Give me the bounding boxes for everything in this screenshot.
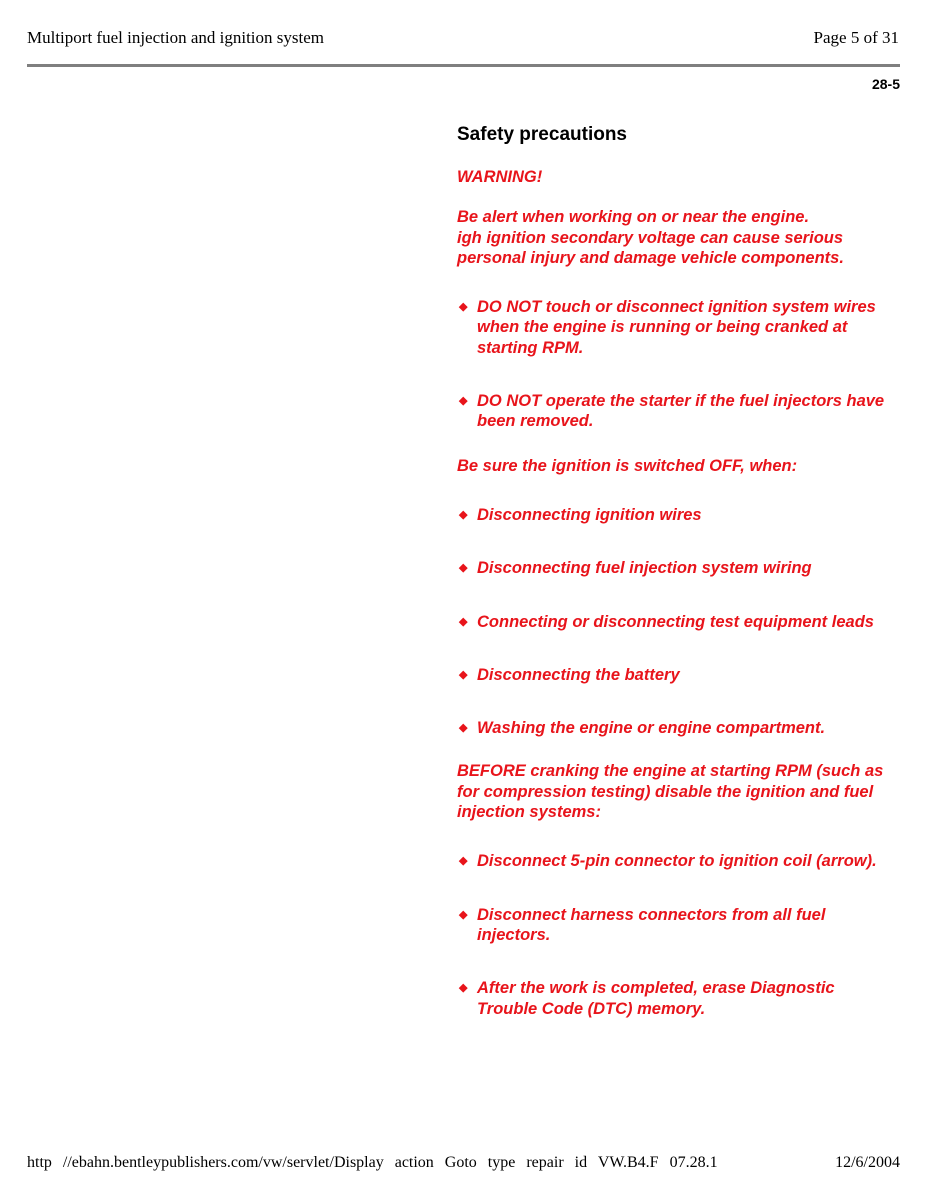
diamond-icon: ◆	[459, 722, 468, 735]
list-item-text: After the work is completed, erase Diagnostic Trouble Code (DTC) memory.	[477, 979, 835, 1018]
list-item-text: Disconnect harness connectors from all fuel injectors.	[477, 905, 826, 944]
list-item	[457, 665, 887, 685]
diamond-icon: ◆	[459, 301, 468, 314]
list-item	[457, 558, 887, 578]
list-item-text: Washing the engine or engine compartment.	[477, 719, 826, 738]
content-column	[457, 122, 887, 1019]
list-item	[457, 718, 887, 738]
list-item-text: Disconnecting ignition wires	[477, 505, 702, 524]
footer-date: 12/6/2004	[835, 1154, 900, 1171]
diamond-icon: ◆	[459, 982, 468, 995]
list-item	[457, 612, 887, 632]
list-item	[457, 391, 887, 432]
list-item	[457, 978, 887, 1019]
warning-intro: Be alert when working on or near the engine. igh ignition secondary voltage can cause serious personal injury and damage vehicle components.	[457, 208, 844, 267]
diamond-icon: ◆	[459, 508, 468, 521]
list-item	[457, 297, 887, 358]
list-item-text: DO NOT touch or disconnect ignition system wires when the engine is running or being cranked at starting RPM.	[477, 298, 876, 357]
header-divider	[27, 64, 900, 67]
warning-label: WARNING!	[457, 168, 543, 186]
section-number: 28-5	[871, 76, 900, 92]
list-item-text: Disconnect 5-pin connector to ignition coil (arrow).	[477, 852, 877, 871]
diamond-icon: ◆	[459, 395, 468, 408]
list-item	[457, 851, 887, 871]
list-item-text: DO NOT operate the starter if the fuel injectors have been removed.	[477, 392, 885, 431]
diamond-icon: ◆	[459, 668, 468, 681]
list-item-text: Connecting or disconnecting test equipment leads	[477, 612, 874, 631]
list-item	[457, 505, 887, 525]
diamond-icon: ◆	[459, 855, 468, 868]
ignition-off-condition: Be sure the ignition is switched OFF, when:	[457, 456, 798, 475]
list-item-text: Disconnecting fuel injection system wiring	[477, 559, 812, 578]
list-item	[457, 905, 887, 946]
diamond-icon: ◆	[459, 908, 468, 921]
diamond-icon: ◆	[459, 615, 468, 628]
document-title: Multiport fuel injection and ignition system	[27, 28, 324, 47]
before-cranking-instruction: BEFORE cranking the engine at starting RPM (such as for compression testing) disable the ignition and fuel injection systems:	[457, 762, 884, 822]
list-item-text: Disconnecting the battery	[477, 665, 680, 684]
diamond-icon: ◆	[459, 562, 468, 575]
section-heading: Safety precautions	[457, 124, 627, 145]
page-indicator: Page 5 of 31	[813, 28, 899, 47]
footer-url: http //ebahn.bentleypublishers.com/vw/servlet/Display action Goto type repair id VW.B4.F 07.28.1	[27, 1154, 718, 1171]
